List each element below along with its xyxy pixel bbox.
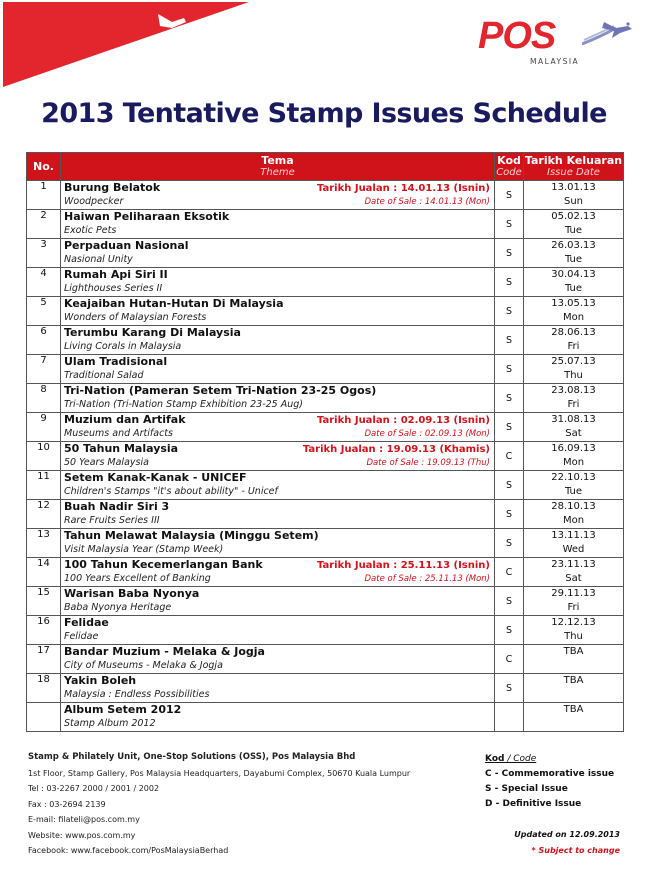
logo-subtext: MALAYSIA (530, 57, 580, 66)
issue-date: 25.07.13 (551, 356, 596, 367)
issue-date: TBA (563, 675, 584, 686)
theme-malay: Muzium dan Artifak (64, 413, 186, 426)
theme-malay: Tahun Melawat Malaysia (Minggu Setem) (64, 529, 319, 542)
code-cell: S (495, 355, 524, 384)
issue-date-cell (524, 471, 624, 500)
row-number: 12 (27, 500, 61, 529)
theme-cell (61, 471, 495, 500)
legend-item-commemorative: C - Commemorative issue (485, 769, 615, 779)
theme-malay: Tri-Nation (Pameran Setem Tri-Nation 23-25 Ogos) (64, 384, 377, 397)
theme-cell (61, 297, 495, 326)
code-cell: S (495, 268, 524, 297)
sale-date-english: Date of Sale : 02.09.13 (Mon) (364, 429, 490, 439)
theme-cell (61, 268, 495, 297)
issue-date-cell (524, 587, 624, 616)
theme-english: 100 Years Excellent of Banking (64, 573, 211, 584)
theme-english: Nasional Unity (64, 254, 133, 265)
col-header-issue-date: Tarikh Keluaran Issue Date (524, 153, 624, 181)
code-cell: S (495, 674, 524, 703)
table-row (27, 326, 624, 355)
code-cell: S (495, 210, 524, 239)
issue-day: Tue (564, 486, 583, 497)
issue-date: 28.06.13 (551, 327, 596, 338)
code-cell: S (495, 413, 524, 442)
theme-cell (61, 239, 495, 268)
sale-date-english: Date of Sale : 19.09.13 (Thu) (366, 458, 490, 468)
theme-english: Living Corals in Malaysia (64, 341, 182, 352)
issue-date-cell (524, 355, 624, 384)
issue-day: Thu (564, 370, 583, 381)
table-row (27, 674, 624, 703)
table-row (27, 587, 624, 616)
issue-date-cell (524, 558, 624, 587)
table-row (27, 616, 624, 645)
row-number: 10 (27, 442, 61, 471)
table-row (27, 268, 624, 297)
issue-day: Tue (564, 283, 583, 294)
row-number: 14 (27, 558, 61, 587)
code-cell: S (495, 297, 524, 326)
theme-english: 50 Years Malaysia (64, 457, 149, 468)
issue-date: 13.11.13 (551, 530, 596, 541)
legend-heading: Kod / Code (485, 754, 537, 764)
issue-date-cell (524, 529, 624, 558)
theme-english: Lighthouses Series II (64, 283, 163, 294)
theme-cell (61, 413, 495, 442)
col-header-code: Kod Code (495, 153, 524, 181)
theme-malay: Buah Nadir Siri 3 (64, 500, 170, 513)
theme-cell (61, 558, 495, 587)
issue-day: Mon (562, 515, 585, 526)
table-row (27, 442, 624, 471)
page-title: 2013 Tentative Stamp Issues Schedule (41, 98, 607, 129)
row-number: 4 (27, 268, 61, 297)
theme-cell (61, 181, 495, 210)
table-header-row (27, 153, 624, 181)
theme-cell (61, 529, 495, 558)
logo-text: POS (478, 15, 556, 57)
sale-date-malay: Tarikh Jualan : 14.01.13 (Isnin) (316, 183, 490, 194)
issue-date: 05.02.13 (551, 211, 596, 222)
issue-date-cell (524, 500, 624, 529)
theme-malay: 50 Tahun Malaysia (64, 442, 179, 455)
theme-english: Traditional Salad (64, 370, 144, 381)
issue-date: 31.08.13 (551, 414, 596, 425)
telephone: Tel : 03-2267 2000 / 2001 / 2002 (28, 784, 160, 793)
issue-day: Sat (565, 573, 582, 584)
code-cell: S (495, 239, 524, 268)
sale-date-english: Date of Sale : 25.11.13 (Mon) (364, 574, 490, 584)
row-number: 8 (27, 384, 61, 413)
contact-info (28, 750, 410, 859)
theme-malay: Ulam Tradisional (64, 355, 168, 368)
table-row (27, 558, 624, 587)
row-number: 17 (27, 645, 61, 674)
issue-day: Tue (564, 225, 583, 236)
code-cell: S (495, 384, 524, 413)
table-row (27, 239, 624, 268)
theme-cell (61, 674, 495, 703)
theme-cell (61, 384, 495, 413)
issue-day: Wed (562, 544, 585, 555)
issue-date: 12.12.13 (551, 617, 596, 628)
code-cell: S (495, 326, 524, 355)
table-row (27, 500, 624, 529)
theme-english: Museums and Artifacts (64, 428, 173, 439)
row-number: 7 (27, 355, 61, 384)
theme-malay: Haiwan Peliharaan Eksotik (64, 210, 230, 223)
row-number: 11 (27, 471, 61, 500)
theme-english: Rare Fruits Series III (64, 515, 160, 526)
issue-date-cell (524, 674, 624, 703)
row-number: 3 (27, 239, 61, 268)
code-cell (495, 703, 524, 732)
row-number: 18 (27, 674, 61, 703)
issue-date: 22.10.13 (551, 472, 596, 483)
legend-item-definitive: D - Definitive Issue (485, 799, 582, 809)
website[interactable]: Website: www.pos.com.my (28, 830, 136, 840)
issue-day: Tue (564, 254, 583, 265)
table-row (27, 413, 624, 442)
theme-cell (61, 442, 495, 471)
issue-day: Sun (563, 196, 584, 207)
fax: Fax : 03-2694 2139 (28, 799, 106, 809)
row-number: 16 (27, 616, 61, 645)
table-row (27, 703, 624, 732)
theme-english: Children's Stamps "it's about ability" - Unicef (64, 486, 278, 497)
issue-date: 26.03.13 (551, 240, 596, 251)
stamp-schedule-table (26, 152, 624, 732)
facebook[interactable]: Facebook: www.facebook.com/PosMalaysiaBerhad (28, 846, 229, 855)
issue-date: 16.09.13 (551, 443, 596, 454)
table-row (27, 297, 624, 326)
theme-cell (61, 616, 495, 645)
issue-date-cell (524, 297, 624, 326)
issue-date-cell (524, 181, 624, 210)
theme-malay: Perpaduan Nasional (64, 239, 189, 252)
pos-malaysia-logo (470, 12, 640, 72)
code-cell: C (495, 558, 524, 587)
theme-malay: Bandar Muzium - Melaka & Jogja (64, 645, 265, 658)
legend-item-special: S - Special Issue (485, 784, 568, 794)
issue-date: 23.11.13 (551, 559, 596, 570)
issue-date-cell (524, 645, 624, 674)
issue-day: Fri (567, 341, 580, 352)
code-cell: C (495, 645, 524, 674)
email[interactable]: E-mail: filateli@pos.com.my (28, 815, 140, 824)
table-row (27, 355, 624, 384)
col-header-no: No. (27, 153, 61, 181)
issue-day: Fri (567, 399, 580, 410)
theme-malay: Warisan Baba Nyonya (64, 587, 200, 600)
issue-date-cell (524, 326, 624, 355)
code-cell: S (495, 529, 524, 558)
sale-date-malay: Tarikh Jualan : 02.09.13 (Isnin) (316, 415, 490, 426)
theme-cell (61, 355, 495, 384)
issue-date: 13.01.13 (551, 182, 596, 193)
org-name: Stamp & Philately Unit, One-Stop Solutions (OSS), Pos Malaysia Bhd (28, 752, 356, 762)
issue-date-cell (524, 442, 624, 471)
sale-date-english: Date of Sale : 14.01.13 (Mon) (364, 197, 490, 207)
col-header-theme: Tema Theme (61, 153, 495, 181)
theme-english: Wonders of Malaysian Forests (64, 312, 207, 323)
theme-malay: Album Setem 2012 (64, 703, 182, 716)
theme-english: Woodpecker (64, 196, 124, 207)
issue-date-cell (524, 384, 624, 413)
theme-cell (61, 326, 495, 355)
issue-date: TBA (563, 704, 584, 715)
issue-date-cell (524, 239, 624, 268)
issue-date-cell (524, 703, 624, 732)
issue-date: 23.08.13 (551, 385, 596, 396)
code-cell: C (495, 442, 524, 471)
issue-date-cell (524, 210, 624, 239)
issue-day: Fri (567, 602, 580, 613)
issue-date: TBA (563, 646, 584, 657)
red-banner-graphic (0, 0, 260, 100)
theme-english: Baba Nyonya Heritage (64, 602, 172, 613)
table-row (27, 181, 624, 210)
theme-english: Stamp Album 2012 (64, 718, 156, 729)
code-cell: S (495, 587, 524, 616)
code-cell: S (495, 471, 524, 500)
theme-english: Felidae (64, 631, 99, 642)
row-number: 1 (27, 181, 61, 210)
table-row (27, 210, 624, 239)
table-row (27, 645, 624, 674)
row-number: 9 (27, 413, 61, 442)
theme-malay: 100 Tahun Kecemerlangan Bank (64, 558, 263, 571)
theme-malay: Yakin Boleh (64, 674, 137, 687)
code-legend (485, 752, 614, 812)
row-number: 2 (27, 210, 61, 239)
theme-english: Malaysia : Endless Possibilities (64, 689, 210, 700)
issue-date: 30.04.13 (551, 269, 596, 280)
theme-cell (61, 645, 495, 674)
issue-date: 29.11.13 (551, 588, 596, 599)
issue-date-cell (524, 616, 624, 645)
issue-date-cell (524, 413, 624, 442)
theme-malay: Burung Belatok (64, 181, 161, 194)
theme-malay: Setem Kanak-Kanak - UNICEF (64, 471, 247, 484)
theme-malay: Rumah Api Siri II (64, 268, 168, 281)
row-number: 15 (27, 587, 61, 616)
updated-date: Updated on 12.09.2013 (514, 830, 620, 839)
address: 1st Floor, Stamp Gallery, Pos Malaysia Headquarters, Dayabumi Complex, 50670 Kuala Lumpur (28, 768, 411, 778)
issue-date: 13.05.13 (551, 298, 596, 309)
code-cell: S (495, 181, 524, 210)
theme-english: City of Museums - Melaka & Jogja (64, 660, 223, 671)
row-number (27, 703, 61, 732)
theme-english: Tri-Nation (Tri-Nation Stamp Exhibition 23-25 Aug) (64, 399, 304, 410)
row-number: 6 (27, 326, 61, 355)
theme-cell (61, 500, 495, 529)
sale-date-malay: Tarikh Jualan : 25.11.13 (Isnin) (316, 560, 490, 571)
code-cell: S (495, 500, 524, 529)
theme-malay: Keajaiban Hutan-Hutan Di Malaysia (64, 297, 284, 310)
issue-day: Mon (562, 312, 585, 323)
theme-malay: Terumbu Karang Di Malaysia (64, 326, 241, 339)
row-number: 5 (27, 297, 61, 326)
plane-icon (582, 18, 634, 48)
table-row (27, 384, 624, 413)
row-number: 13 (27, 529, 61, 558)
issue-day: Sat (565, 428, 582, 439)
issue-day: Thu (564, 631, 583, 642)
table-row (27, 471, 624, 500)
sale-date-malay: Tarikh Jualan : 19.09.13 (Khamis) (302, 444, 490, 455)
theme-english: Exotic Pets (64, 225, 117, 236)
theme-cell (61, 703, 495, 732)
theme-malay: Felidae (64, 616, 109, 629)
issue-day: Mon (562, 457, 585, 468)
issue-date: 28.10.13 (551, 501, 596, 512)
theme-cell (61, 210, 495, 239)
code-cell: S (495, 616, 524, 645)
subject-to-change-note: * Subject to change (531, 846, 620, 855)
theme-english: Visit Malaysia Year (Stamp Week) (64, 544, 224, 555)
issue-date-cell (524, 268, 624, 297)
table-row (27, 529, 624, 558)
theme-cell (61, 587, 495, 616)
